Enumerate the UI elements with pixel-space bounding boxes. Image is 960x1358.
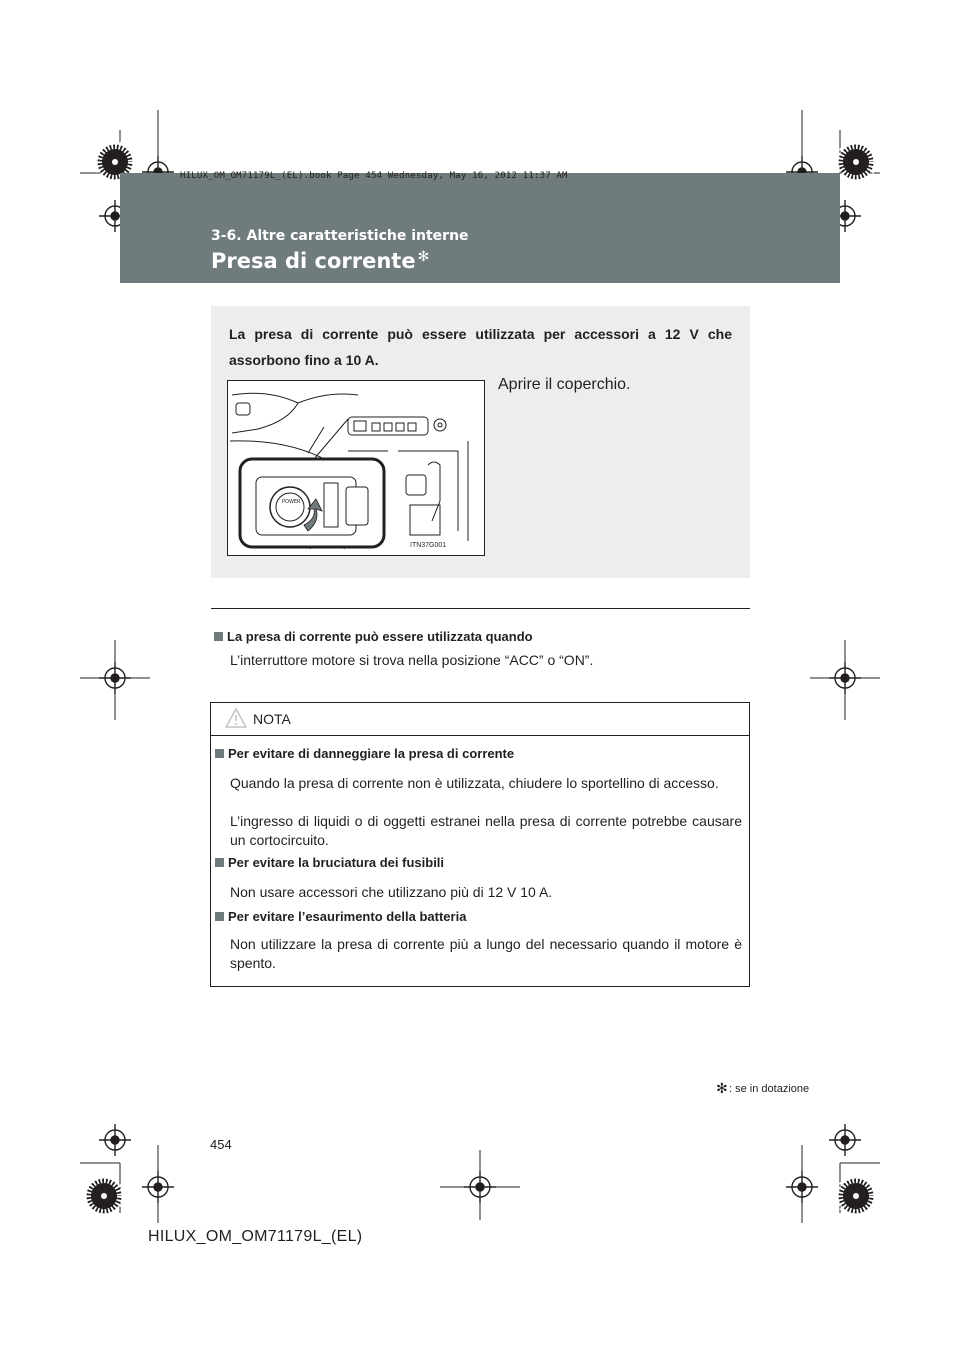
figure-code: ITN37G001 bbox=[410, 542, 447, 549]
intro-text: La presa di corrente può essere utilizzata per accessori a 12 V che assorbono fino a 10 A. bbox=[229, 326, 732, 368]
caution-item-heading: Per evitare di danneggiare la presa di corrente bbox=[215, 746, 514, 761]
caution-item-heading: Per evitare l’esaurimento della batteria bbox=[215, 909, 466, 924]
caution-item-body: Non utilizzare la presa di corrente più a lungo del necessario quando il motore è spento. bbox=[230, 936, 742, 971]
zoom-callout bbox=[240, 459, 384, 547]
footnote: ✻ : se in dotazione bbox=[716, 1080, 810, 1096]
optional-equipment-mark: ✻ bbox=[417, 249, 430, 265]
caution-item-body: L’ingresso di liquidi o di oggetti estranei nella presa di corrente potrebbe causare un cortocircuito. bbox=[230, 813, 742, 848]
note-body: L’interruttore motore si trova nella posizione “ACC” o “ON”. bbox=[230, 652, 594, 668]
note-heading: La presa di corrente può essere utilizzata quando bbox=[214, 629, 533, 644]
document-code: HILUX_OM_OM71179L_(EL) bbox=[148, 1228, 363, 1245]
page-title bbox=[211, 249, 429, 273]
caution-box bbox=[210, 702, 750, 987]
caution-header bbox=[211, 703, 749, 736]
svg-text:POWER: POWER bbox=[282, 499, 301, 505]
bullet-square-icon bbox=[215, 912, 224, 921]
caution-item-body: Non usare accessori che utilizzano più di 12 V 10 A. bbox=[230, 884, 553, 900]
bullet-square-icon bbox=[215, 858, 224, 867]
bullet-square-icon bbox=[214, 632, 223, 641]
caution-item-body: Quando la presa di corrente non è utilizzata, chiudere lo sportellino di accesso. bbox=[230, 775, 719, 791]
bullet-square-icon bbox=[215, 749, 224, 758]
section-label: 3-6. Altre caratteristiche interne bbox=[211, 228, 469, 244]
caution-title: NOTA bbox=[253, 711, 291, 727]
warning-triangle-icon bbox=[225, 708, 247, 728]
caution-item-heading: Per evitare la bruciatura dei fusibili bbox=[215, 855, 444, 870]
optional-equipment-mark: ✻ bbox=[716, 1080, 728, 1096]
page-number: 454 bbox=[210, 1137, 232, 1152]
book-stamp: HILUX_OM_OM71179L_(EL).book Page 454 Wednesday, May 16, 2012 11:37 AM bbox=[180, 171, 568, 181]
figure-caption: Aprire il coperchio. bbox=[498, 376, 631, 393]
page-title-text: Presa di corrente bbox=[211, 249, 416, 273]
power-outlet-illustration bbox=[227, 380, 485, 556]
section-divider bbox=[211, 608, 750, 609]
dashboard-drawing bbox=[228, 381, 484, 555]
